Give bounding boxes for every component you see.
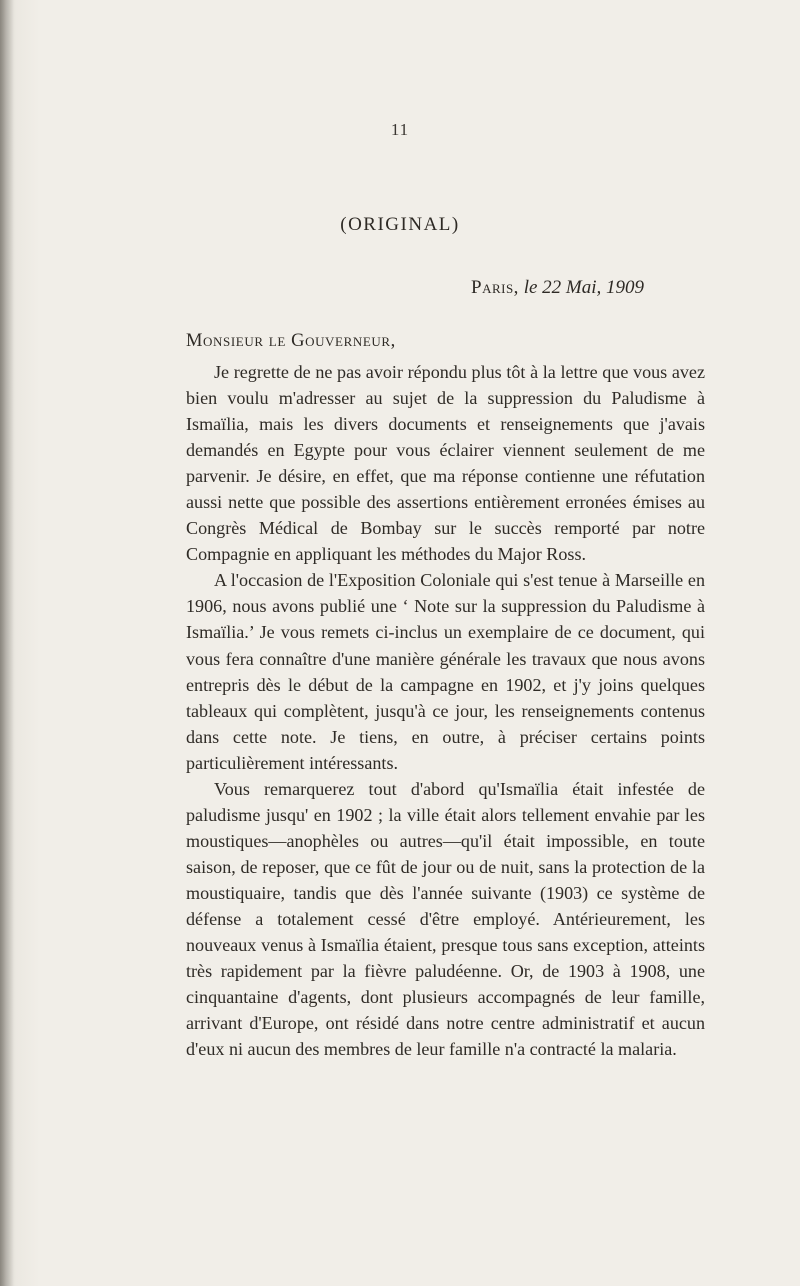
document-heading: (ORIGINAL) bbox=[340, 214, 460, 235]
paragraph-3: Vous remarquerez tout d'abord qu'Ismaïlia était infestée de paludisme jusqu' en 1902 ; la ville était alors tellement envahie par les moustiques—anophèles ou autres—qu'il était impossible, en toute saison, de reposer, que ce fût de jour ou de nuit, sans la protection de la moustiquaire, tandis que dès l'année suivante (1903) ce système de défense a totalement cessé d'être employé. Antérieurement, les nouveaux venus à Ismaïlia étaient, presque tous sans exception, atteints très rapidement par la fièvre paludéenne. Or, de 1903 à 1908, une cinquantaine d'agents, dont plusieurs accompagnés de leur famille, arrivant d'Europe, ont résidé dans notre centre administratif et aucun d'eux ni aucun des membres de leur famille n'a contracté la malaria. bbox=[186, 778, 705, 1060]
dateline bbox=[471, 277, 644, 299]
letter-body bbox=[186, 359, 705, 1062]
binding-gutter-shadow bbox=[0, 0, 14, 1286]
paragraph-1: Je regrette de ne pas avoir répondu plus tôt à la lettre que vous avez bien voulu m'adresser au sujet de la suppression du Paludisme à Ismaïlia, mais les divers documents et renseignements que j'avais demandés en Egypte pour vous éclairer viennent seulement de me parvenir. Je désire, en effet, que ma réponse contienne une réfutation aussi nette que possible des assertions entièrement erronées émises au Congrès Médical de Bombay sur le succès remporté par notre Compagnie en appliquant les méthodes du Major Ross. bbox=[186, 362, 705, 565]
dateline-place: Paris, bbox=[471, 277, 519, 298]
paragraph-2: A l'occasion de l'Exposition Coloniale qui s'est tenue à Marseille en 1906, nous avons publié une ‘ Note sur la suppression du Paludisme à Ismaïlia.’ Je vous remets ci-inclus un exemplaire de ce document, qui vous fera connaître d'une manière générale les travaux que nous avons entrepris dès le début de la campagne en 1902, et j'y joins quelques tableaux qui complètent, jusqu'à ce jour, les renseignements contenus dans cette note. Je tiens, en outre, à préciser certains points particulièrement intéressants. bbox=[186, 570, 705, 773]
dateline-date: le 22 Mai, 1909 bbox=[523, 277, 645, 298]
salutation: Monsieur le Gouverneur, bbox=[186, 331, 396, 351]
page-number: 11 bbox=[390, 120, 410, 139]
